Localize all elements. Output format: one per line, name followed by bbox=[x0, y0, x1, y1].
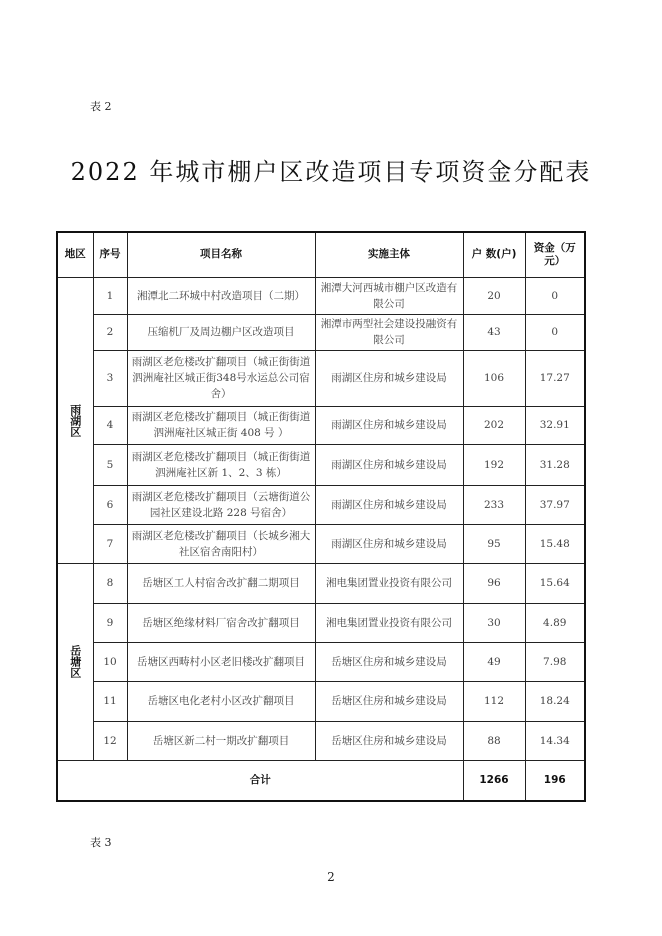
total-funds: 196 bbox=[525, 760, 585, 801]
cell-name: 雨湖区老危楼改扩翻项目（城正街街道泗洲庵社区新 1、2、3 栋） bbox=[127, 444, 315, 485]
cell-name: 湘潭北二环城中村改造项目（二期） bbox=[127, 277, 315, 314]
header-funds: 资金（万元） bbox=[525, 232, 585, 277]
cell-no: 6 bbox=[93, 485, 127, 524]
table-row bbox=[57, 406, 585, 444]
table-row bbox=[57, 350, 585, 406]
cell-funds: 31.28 bbox=[525, 444, 585, 485]
cell-households: 233 bbox=[463, 485, 525, 524]
cell-funds: 17.27 bbox=[525, 350, 585, 406]
cell-funds: 18.24 bbox=[525, 681, 585, 721]
cell-name: 雨湖区老危楼改扩翻项目（长城乡湘大社区宿舍南阳村） bbox=[127, 524, 315, 563]
cell-households: 192 bbox=[463, 444, 525, 485]
cell-no: 7 bbox=[93, 524, 127, 563]
cell-no: 4 bbox=[93, 406, 127, 444]
cell-org: 湘电集团置业投资有限公司 bbox=[315, 563, 463, 603]
table-row bbox=[57, 563, 585, 603]
cell-org: 雨湖区住房和城乡建设局 bbox=[315, 350, 463, 406]
cell-org: 湘潭大河西城市棚户区改造有限公司 bbox=[315, 277, 463, 314]
cell-households: 20 bbox=[463, 277, 525, 314]
cell-no: 11 bbox=[93, 681, 127, 721]
cell-org: 岳塘区住房和城乡建设局 bbox=[315, 721, 463, 760]
cell-funds: 37.97 bbox=[525, 485, 585, 524]
cell-households: 112 bbox=[463, 681, 525, 721]
cell-no: 5 bbox=[93, 444, 127, 485]
cell-households: 88 bbox=[463, 721, 525, 760]
header-no: 序号 bbox=[93, 232, 127, 277]
cell-org: 雨湖区住房和城乡建设局 bbox=[315, 444, 463, 485]
cell-funds: 0 bbox=[525, 314, 585, 350]
total-households: 1266 bbox=[463, 760, 525, 801]
table-row bbox=[57, 681, 585, 721]
cell-no: 9 bbox=[93, 603, 127, 642]
cell-no: 8 bbox=[93, 563, 127, 603]
header-households: 户 数(户) bbox=[463, 232, 525, 277]
table-row bbox=[57, 524, 585, 563]
table-label: 表 2 bbox=[90, 100, 112, 113]
cell-funds: 4.89 bbox=[525, 603, 585, 642]
table-row bbox=[57, 314, 585, 350]
cell-name: 雨湖区老危楼改扩翻项目（城正街街道泗洲庵社区城正街348号水运总公司宿舍） bbox=[127, 350, 315, 406]
region-cell: 雨湖区 bbox=[57, 277, 93, 563]
cell-no: 2 bbox=[93, 314, 127, 350]
cell-org: 雨湖区住房和城乡建设局 bbox=[315, 524, 463, 563]
cell-name: 岳塘区电化老村小区改扩翻项目 bbox=[127, 681, 315, 721]
cell-funds: 14.34 bbox=[525, 721, 585, 760]
cell-funds: 15.64 bbox=[525, 563, 585, 603]
cell-funds: 15.48 bbox=[525, 524, 585, 563]
cell-name: 岳塘区绝缘材料厂宿舍改扩翻项目 bbox=[127, 603, 315, 642]
table-row bbox=[57, 485, 585, 524]
region-cell: 岳塘区 bbox=[57, 563, 93, 760]
cell-funds: 0 bbox=[525, 277, 585, 314]
table-row bbox=[57, 603, 585, 642]
header-project: 项目名称 bbox=[127, 232, 315, 277]
cell-funds: 32.91 bbox=[525, 406, 585, 444]
table-row bbox=[57, 277, 585, 314]
cell-org: 湘潭市两型社会建设投融资有限公司 bbox=[315, 314, 463, 350]
cell-households: 30 bbox=[463, 603, 525, 642]
header-row bbox=[57, 232, 585, 277]
cell-name: 岳塘区新二村一期改扩翻项目 bbox=[127, 721, 315, 760]
cell-org: 岳塘区住房和城乡建设局 bbox=[315, 681, 463, 721]
table-row bbox=[57, 444, 585, 485]
cell-households: 49 bbox=[463, 642, 525, 681]
table-row bbox=[57, 642, 585, 681]
cell-org: 湘电集团置业投资有限公司 bbox=[315, 603, 463, 642]
cell-no: 10 bbox=[93, 642, 127, 681]
header-region: 地区 bbox=[57, 232, 93, 277]
cell-households: 43 bbox=[463, 314, 525, 350]
cell-funds: 7.98 bbox=[525, 642, 585, 681]
cell-households: 95 bbox=[463, 524, 525, 563]
cell-name: 岳塘区工人村宿舍改扩翻二期项目 bbox=[127, 563, 315, 603]
cell-org: 雨湖区住房和城乡建设局 bbox=[315, 485, 463, 524]
total-label: 合计 bbox=[57, 760, 463, 801]
total-row bbox=[57, 760, 585, 801]
cell-no: 12 bbox=[93, 721, 127, 760]
page-number: 2 bbox=[327, 870, 335, 884]
cell-no: 1 bbox=[93, 277, 127, 314]
header-org: 实施主体 bbox=[315, 232, 463, 277]
cell-name: 雨湖区老危楼改扩翻项目（云塘街道公园社区建设北路 228 号宿舍） bbox=[127, 485, 315, 524]
table-row bbox=[57, 721, 585, 760]
cell-org: 岳塘区住房和城乡建设局 bbox=[315, 642, 463, 681]
cell-households: 106 bbox=[463, 350, 525, 406]
next-table-label: 表 3 bbox=[90, 836, 112, 849]
allocation-table bbox=[56, 231, 586, 802]
cell-name: 雨湖区老危楼改扩翻项目（城正街街道泗洲庵社区城正街 408 号 ） bbox=[127, 406, 315, 444]
document-title: 2022 年城市棚户区改造项目专项资金分配表 bbox=[70, 158, 592, 186]
cell-name: 岳塘区西畴村小区老旧楼改扩翻项目 bbox=[127, 642, 315, 681]
cell-name: 压缩机厂及周边棚户区改造项目 bbox=[127, 314, 315, 350]
cell-org: 雨湖区住房和城乡建设局 bbox=[315, 406, 463, 444]
cell-no: 3 bbox=[93, 350, 127, 406]
cell-households: 96 bbox=[463, 563, 525, 603]
cell-households: 202 bbox=[463, 406, 525, 444]
